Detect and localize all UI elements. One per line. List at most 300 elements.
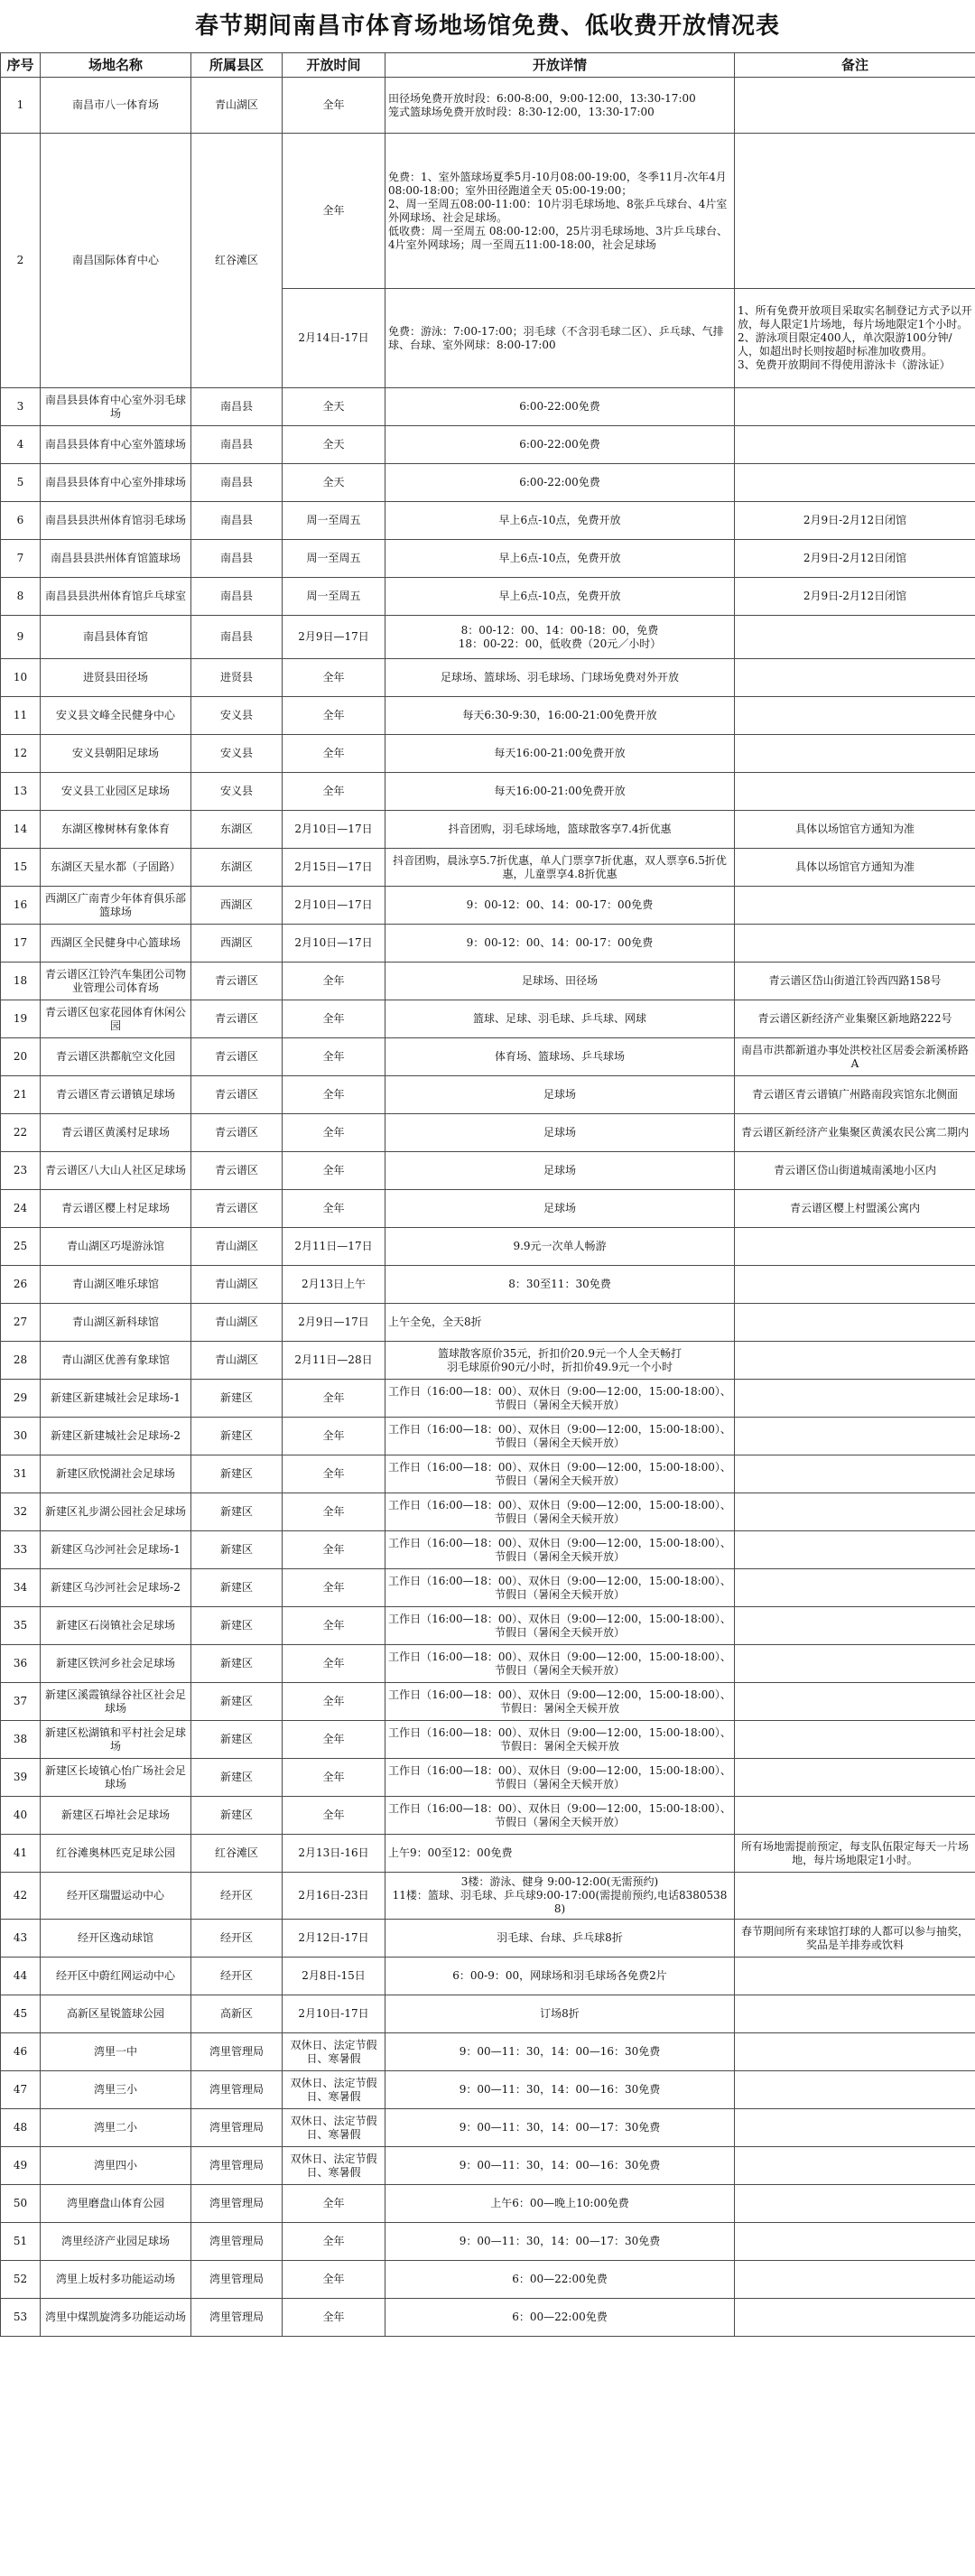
- table-row: [1, 1531, 975, 1569]
- cell-details: 6：00—22:00免费: [385, 2261, 735, 2299]
- table-row: [1, 388, 975, 426]
- table-row: [1, 1493, 975, 1531]
- cell-notes: [735, 616, 975, 659]
- cell-notes: [735, 1645, 975, 1683]
- cell-notes: [735, 2109, 975, 2147]
- cell-details: 6:00-22:00免费: [385, 388, 735, 426]
- page-title: 春节期间南昌市体育场地场馆免费、低收费开放情况表: [194, 13, 780, 40]
- cell-district: 南昌县: [191, 464, 283, 502]
- cell-district: 高新区: [191, 1995, 283, 2033]
- cell-index: 7: [1, 540, 41, 578]
- cell-venue: 进贤县田径场: [41, 659, 191, 697]
- cell-district: 安义县: [191, 773, 283, 811]
- table-row: [1, 735, 975, 773]
- cell-venue: 青云谱区八大山人社区足球场: [41, 1152, 191, 1190]
- cell-venue: 南昌县县洪州体育馆乒乓球室: [41, 578, 191, 616]
- cell-hours: 全年: [283, 1493, 385, 1531]
- cell-details: 每天16:00-21:00免费开放: [385, 773, 735, 811]
- table-row: [1, 1304, 975, 1342]
- cell-notes: 青云谱区新经济产业集聚区黄溪农民公寓二期内: [735, 1114, 975, 1152]
- cell-district: 新建区: [191, 1531, 283, 1569]
- cell-details: 8：30至11：30免费: [385, 1266, 735, 1304]
- table-row: [1, 1114, 975, 1152]
- cell-district: 经开区: [191, 1873, 283, 1920]
- cell-hours: 双休日、法定节假日、寒暑假: [283, 2147, 385, 2185]
- cell-district: 青山湖区: [191, 78, 283, 134]
- cell-details: 早上6点-10点，免费开放: [385, 578, 735, 616]
- cell-venue: 新建区铁河乡社会足球场: [41, 1645, 191, 1683]
- table-row: [1, 1190, 975, 1228]
- cell-venue: 新建区新建城社会足球场-2: [41, 1418, 191, 1455]
- cell-hours: 2月15日—17日: [283, 849, 385, 887]
- cell-venue: 新建区礼步湖公园社会足球场: [41, 1493, 191, 1531]
- cell-district: 新建区: [191, 1645, 283, 1683]
- cell-venue: 青山湖区优善有象球馆: [41, 1342, 191, 1380]
- table-row: [1, 1152, 975, 1190]
- cell-notes: 具体以场馆官方通知为准: [735, 849, 975, 887]
- cell-notes: 2月9日-2月12日闭馆: [735, 578, 975, 616]
- cell-hours: 全年: [283, 78, 385, 134]
- table-row: [1, 426, 975, 464]
- cell-venue: 红谷滩奥林匹克足球公园: [41, 1835, 191, 1873]
- table-row: [1, 1721, 975, 1759]
- cell-hours: 2月10日—17日: [283, 811, 385, 849]
- header-details: 开放详情: [385, 53, 735, 78]
- cell-index: 36: [1, 1645, 41, 1683]
- cell-details: 免费：1、室外篮球场夏季5月-10月08:00-19:00，冬季11月-次年4月 08:00-18:00；室外田径跑道全天 05:00-19:00； 2、周一至周五08:00-11:00：10片羽毛球场地、8张乒乓球台、4片室外网球场、社会足球场。 低收费：周一至周五 08:00-12:00，25片羽毛球场地、3片乒乓球台、4片室外网球场；周一至周五11:00-18:00，社会足球场: [385, 134, 735, 289]
- table-row: [1, 1455, 975, 1493]
- table-row: [1, 849, 975, 887]
- cell-details: 9：00—11：30，14：00—16：30免费: [385, 2147, 735, 2185]
- cell-index: 44: [1, 1958, 41, 1995]
- table-row: [1, 1958, 975, 1995]
- cell-venue: 新建区欣悦湖社会足球场: [41, 1455, 191, 1493]
- cell-details: 田径场免费开放时段：6:00-8:00，9:00-12:00，13:30-17:00 笼式篮球场免费开放时段：8:30-12:00，13:30-17:00: [385, 78, 735, 134]
- cell-venue: 安义县工业园区足球场: [41, 773, 191, 811]
- cell-details: 3楼：游泳、健身 9:00-12:00(无需预约) 11楼：篮球、羽毛球、乒乓球9:00-17:00(需提前预约,电话83805388): [385, 1873, 735, 1920]
- cell-notes: [735, 1455, 975, 1493]
- cell-hours: 全年: [283, 1038, 385, 1076]
- cell-hours: 全年: [283, 1721, 385, 1759]
- cell-details: 9.9元一次单人畅游: [385, 1228, 735, 1266]
- cell-district: 新建区: [191, 1418, 283, 1455]
- table-row: [1, 1607, 975, 1645]
- cell-index: 27: [1, 1304, 41, 1342]
- cell-index: 10: [1, 659, 41, 697]
- cell-notes: 2月9日-2月12日闭馆: [735, 502, 975, 540]
- cell-details: 足球场、篮球场、羽毛球场、门球场免费对外开放: [385, 659, 735, 697]
- table-row: [1, 1645, 975, 1683]
- cell-index: 43: [1, 1920, 41, 1958]
- cell-index: 5: [1, 464, 41, 502]
- header-hours: 开放时间: [283, 53, 385, 78]
- cell-notes: [735, 1683, 975, 1721]
- cell-hours: 2月11日—17日: [283, 1228, 385, 1266]
- cell-index: 31: [1, 1455, 41, 1493]
- cell-hours: 全年: [283, 1569, 385, 1607]
- cell-district: 湾里管理局: [191, 2223, 283, 2261]
- cell-details: 每天6:30-9:30，16:00-21:00免费开放: [385, 697, 735, 735]
- cell-venue: 安义县朝阳足球场: [41, 735, 191, 773]
- cell-district: 经开区: [191, 1920, 283, 1958]
- cell-venue: 湾里四小: [41, 2147, 191, 2185]
- cell-index: 21: [1, 1076, 41, 1114]
- cell-district: 青山湖区: [191, 1266, 283, 1304]
- cell-hours: 全年: [283, 1645, 385, 1683]
- cell-hours: 双休日、法定节假日、寒暑假: [283, 2033, 385, 2071]
- cell-hours: 全年: [283, 1000, 385, 1038]
- cell-district: 东湖区: [191, 849, 283, 887]
- cell-district: 西湖区: [191, 887, 283, 925]
- cell-notes: 1、所有免费开放项目采取实名制登记方式予以开放，每人限定1片场地，每片场地限定1个小时。 2、游泳项目限定400人，单次限游100分钟/人，如超出时长则按超时标准加收费用。 3、免费开放期间不得使用游泳卡（游泳证）: [735, 289, 975, 388]
- table-row: [1, 1920, 975, 1958]
- cell-district: 青山湖区: [191, 1228, 283, 1266]
- cell-hours: 双休日、法定节假日、寒暑假: [283, 2109, 385, 2147]
- cell-venue: 西湖区全民健身中心篮球场: [41, 925, 191, 963]
- cell-index: 4: [1, 426, 41, 464]
- cell-index: 20: [1, 1038, 41, 1076]
- cell-notes: [735, 1958, 975, 1995]
- cell-index: 41: [1, 1835, 41, 1873]
- cell-district: 湾里管理局: [191, 2261, 283, 2299]
- cell-hours: 全年: [283, 1114, 385, 1152]
- cell-district: 青云谱区: [191, 1152, 283, 1190]
- cell-venue: 青云谱区青云谱镇足球场: [41, 1076, 191, 1114]
- cell-hours: 全年: [283, 2185, 385, 2223]
- cell-details: 足球场: [385, 1152, 735, 1190]
- cell-index: 49: [1, 2147, 41, 2185]
- cell-notes: [735, 925, 975, 963]
- cell-index: 22: [1, 1114, 41, 1152]
- table-row: [1, 1873, 975, 1920]
- cell-notes: [735, 1418, 975, 1455]
- cell-index: 6: [1, 502, 41, 540]
- cell-details: 工作日（16:00—18：00）、双休日（9:00—12:00，15:00-18:00）、节假日：暑闲全天候开放: [385, 1683, 735, 1721]
- cell-details: 足球场: [385, 1114, 735, 1152]
- cell-notes: [735, 1569, 975, 1607]
- cell-notes: [735, 1873, 975, 1920]
- cell-details: 篮球散客原价35元，折扣价20.9元一个人全天畅打 羽毛球原价90元/小时，折扣价49.9元一个小时: [385, 1342, 735, 1380]
- cell-district: 新建区: [191, 1721, 283, 1759]
- cell-district: 南昌县: [191, 388, 283, 426]
- cell-district: 新建区: [191, 1380, 283, 1418]
- cell-notes: 青云谱区青云谱镇广州路南段宾馆东北侧面: [735, 1076, 975, 1114]
- cell-details: 工作日（16:00—18：00）、双休日（9:00—12:00，15:00-18:00）、节假日（暑闲全天候开放）: [385, 1759, 735, 1797]
- cell-details: 早上6点-10点，免费开放: [385, 540, 735, 578]
- table-row: [1, 811, 975, 849]
- cell-details: 9：00—11：30，14：00—17：30免费: [385, 2109, 735, 2147]
- table-row: [1, 78, 975, 134]
- table-row: [1, 2223, 975, 2261]
- cell-index: 51: [1, 2223, 41, 2261]
- cell-venue: 东湖区橡树林有象体育: [41, 811, 191, 849]
- cell-index: 24: [1, 1190, 41, 1228]
- cell-notes: [735, 735, 975, 773]
- cell-venue: 新建区石岗镇社会足球场: [41, 1607, 191, 1645]
- cell-notes: 具体以场馆官方通知为准: [735, 811, 975, 849]
- cell-index: 2: [1, 134, 41, 388]
- cell-notes: 南昌市洪都新道办事处洪校社区居委会新溪桥路A: [735, 1038, 975, 1076]
- cell-details: 抖音团购，晨泳享5.7折优惠，单人门票享7折优惠，双人票享6.5折优惠，儿童票享4.8折优惠: [385, 849, 735, 887]
- cell-index: 16: [1, 887, 41, 925]
- cell-index: 35: [1, 1607, 41, 1645]
- cell-hours: 全年: [283, 1190, 385, 1228]
- cell-details: 足球场、田径场: [385, 963, 735, 1000]
- cell-details: 上午全免，全天8折: [385, 1304, 735, 1342]
- cell-notes: [735, 1228, 975, 1266]
- cell-hours: 2月10日—17日: [283, 887, 385, 925]
- cell-venue: 青山湖区巧堤游泳馆: [41, 1228, 191, 1266]
- cell-venue: 经开区瑞盟运动中心: [41, 1873, 191, 1920]
- table-row: [1, 1683, 975, 1721]
- cell-index: 32: [1, 1493, 41, 1531]
- cell-district: 青山湖区: [191, 1304, 283, 1342]
- cell-notes: [735, 887, 975, 925]
- table-row: [1, 616, 975, 659]
- cell-index: 13: [1, 773, 41, 811]
- cell-hours: 周一至周五: [283, 502, 385, 540]
- cell-index: 50: [1, 2185, 41, 2223]
- table-row: [1, 540, 975, 578]
- cell-notes: [735, 2033, 975, 2071]
- cell-district: 西湖区: [191, 925, 283, 963]
- cell-notes: [735, 2185, 975, 2223]
- table-row: [1, 464, 975, 502]
- cell-district: 新建区: [191, 1759, 283, 1797]
- cell-index: 3: [1, 388, 41, 426]
- cell-hours: 全年: [283, 1759, 385, 1797]
- cell-hours: 周一至周五: [283, 578, 385, 616]
- header-venue: 场地名称: [41, 53, 191, 78]
- cell-venue: 湾里上坂村多功能运动场: [41, 2261, 191, 2299]
- cell-venue: 南昌县县洪州体育馆篮球场: [41, 540, 191, 578]
- cell-notes: [735, 78, 975, 134]
- cell-venue: 高新区星锐篮球公园: [41, 1995, 191, 2033]
- cell-notes: [735, 2071, 975, 2109]
- cell-hours: 2月12日-17日: [283, 1920, 385, 1958]
- cell-details: 工作日（16:00—18：00）、双休日（9:00—12:00，15:00-18:00）、节假日（暑闲全天候开放）: [385, 1418, 735, 1455]
- table-row: [1, 2071, 975, 2109]
- cell-venue: 青云谱区樱上村足球场: [41, 1190, 191, 1228]
- table-row: [1, 1569, 975, 1607]
- cell-index: 40: [1, 1797, 41, 1835]
- cell-venue: 经开区逸动球馆: [41, 1920, 191, 1958]
- cell-index: 42: [1, 1873, 41, 1920]
- cell-index: 19: [1, 1000, 41, 1038]
- cell-venue: 青山湖区新科球馆: [41, 1304, 191, 1342]
- cell-venue: 南昌县县体育中心室外羽毛球场: [41, 388, 191, 426]
- cell-hours: 双休日、法定节假日、寒暑假: [283, 2071, 385, 2109]
- table-row: [1, 1797, 975, 1835]
- cell-details: 9：00—11：30，14：00—16：30免费: [385, 2033, 735, 2071]
- table-body: [1, 78, 975, 2337]
- cell-district: 南昌县: [191, 616, 283, 659]
- cell-hours: 2月10日-17日: [283, 1995, 385, 2033]
- cell-notes: 春节期间所有来球馆打球的人都可以参与抽奖，奖品是羊排券或饮料: [735, 1920, 975, 1958]
- cell-index: 25: [1, 1228, 41, 1266]
- cell-district: 红谷滩区: [191, 134, 283, 388]
- table-row: [1, 1228, 975, 1266]
- cell-index: 15: [1, 849, 41, 887]
- cell-venue: 新建区乌沙河社会足球场-2: [41, 1569, 191, 1607]
- cell-details: 6:00-22:00免费: [385, 464, 735, 502]
- cell-index: 23: [1, 1152, 41, 1190]
- cell-details: 工作日（16:00—18：00）、双休日（9:00—12:00，15:00-18:00）、节假日（暑闲全天候开放）: [385, 1607, 735, 1645]
- cell-notes: 2月9日-2月12日闭馆: [735, 540, 975, 578]
- cell-hours: 全年: [283, 1683, 385, 1721]
- cell-details: 上午6：00—晚上10:00免费: [385, 2185, 735, 2223]
- cell-hours: 2月14日-17日: [283, 289, 385, 388]
- cell-details: 6：00-9：00，网球场和羽毛球场各免费2片: [385, 1958, 735, 1995]
- cell-notes: [735, 2223, 975, 2261]
- cell-district: 经开区: [191, 1958, 283, 1995]
- cell-index: 52: [1, 2261, 41, 2299]
- cell-hours: 2月11日—28日: [283, 1342, 385, 1380]
- cell-index: 53: [1, 2299, 41, 2337]
- cell-index: 12: [1, 735, 41, 773]
- cell-index: 48: [1, 2109, 41, 2147]
- cell-details: 抖音团购，羽毛球场地，篮球散客享7.4折优惠: [385, 811, 735, 849]
- cell-notes: [735, 1995, 975, 2033]
- cell-index: 45: [1, 1995, 41, 2033]
- cell-district: 南昌县: [191, 426, 283, 464]
- cell-district: 青山湖区: [191, 1342, 283, 1380]
- table-row: [1, 1835, 975, 1873]
- cell-notes: 所有场地需提前预定，每支队伍限定每天一片场地，每片场地限定1小时。: [735, 1835, 975, 1873]
- cell-district: 青云谱区: [191, 1114, 283, 1152]
- cell-details: 体育场、篮球场、乒乓球场: [385, 1038, 735, 1076]
- cell-details: 工作日（16:00—18：00）、双休日（9:00—12:00，15:00-18:00）、节假日（暑闲全天候开放）: [385, 1531, 735, 1569]
- cell-venue: 南昌县县洪州体育馆羽毛球场: [41, 502, 191, 540]
- header-row: [1, 53, 975, 78]
- table-row: [1, 578, 975, 616]
- cell-hours: 全年: [283, 697, 385, 735]
- table-row: [1, 659, 975, 697]
- cell-notes: [735, 1531, 975, 1569]
- cell-district: 东湖区: [191, 811, 283, 849]
- cell-hours: 周一至周五: [283, 540, 385, 578]
- cell-district: 湾里管理局: [191, 2109, 283, 2147]
- cell-hours: 全年: [283, 1607, 385, 1645]
- table-row: [1, 773, 975, 811]
- cell-hours: 2月9日—17日: [283, 1304, 385, 1342]
- cell-district: 湾里管理局: [191, 2071, 283, 2109]
- cell-details: 羽毛球、台球、乒乓球8折: [385, 1920, 735, 1958]
- cell-district: 青云谱区: [191, 1000, 283, 1038]
- cell-details: 足球场: [385, 1076, 735, 1114]
- table-row: [1, 1995, 975, 2033]
- cell-index: 33: [1, 1531, 41, 1569]
- cell-notes: [735, 134, 975, 289]
- cell-index: 38: [1, 1721, 41, 1759]
- table-row: [1, 1418, 975, 1455]
- cell-index: 47: [1, 2071, 41, 2109]
- table-row: [1, 2185, 975, 2223]
- table-row: [1, 1266, 975, 1304]
- cell-index: 28: [1, 1342, 41, 1380]
- table-row: [1, 2299, 975, 2337]
- cell-index: 26: [1, 1266, 41, 1304]
- cell-district: 南昌县: [191, 502, 283, 540]
- cell-details: 6：00—22:00免费: [385, 2299, 735, 2337]
- cell-venue: 青云谱区洪都航空文化园: [41, 1038, 191, 1076]
- cell-notes: [735, 2299, 975, 2337]
- table-row: [1, 697, 975, 735]
- cell-details: 9：00—11：30，14：00—16：30免费: [385, 2071, 735, 2109]
- table-row: [1, 2033, 975, 2071]
- cell-venue: 青云谱区黄溪村足球场: [41, 1114, 191, 1152]
- cell-district: 新建区: [191, 1607, 283, 1645]
- cell-details: 工作日（16:00—18：00）、双休日（9:00—12:00，15:00-18:00）、节假日（暑闲全天候开放）: [385, 1569, 735, 1607]
- cell-index: 34: [1, 1569, 41, 1607]
- header-district: 所属县区: [191, 53, 283, 78]
- cell-venue: 南昌县体育馆: [41, 616, 191, 659]
- cell-hours: 全年: [283, 659, 385, 697]
- cell-venue: 湾里三小: [41, 2071, 191, 2109]
- cell-venue: 南昌县县体育中心室外篮球场: [41, 426, 191, 464]
- cell-hours: 全年: [283, 134, 385, 289]
- cell-details: 工作日（16:00—18：00）、双休日（9:00—12:00，15:00-18:00）、节假日（暑闲全天候开放）: [385, 1455, 735, 1493]
- cell-district: 安义县: [191, 735, 283, 773]
- cell-notes: [735, 1342, 975, 1380]
- cell-venue: 新建区溪霞镇绿谷社区社会足球场: [41, 1683, 191, 1721]
- cell-index: 17: [1, 925, 41, 963]
- cell-hours: 全年: [283, 2261, 385, 2299]
- cell-hours: 全年: [283, 1076, 385, 1114]
- cell-district: 新建区: [191, 1683, 283, 1721]
- venue-table: [0, 52, 975, 2337]
- cell-index: 29: [1, 1380, 41, 1418]
- cell-venue: 经开区中蔚红网运动中心: [41, 1958, 191, 1995]
- cell-notes: [735, 464, 975, 502]
- table-row: [1, 1038, 975, 1076]
- cell-venue: 南昌县县体育中心室外排球场: [41, 464, 191, 502]
- cell-index: 37: [1, 1683, 41, 1721]
- cell-district: 新建区: [191, 1797, 283, 1835]
- cell-notes: 青云谱区岱山街道城南溪地小区内: [735, 1152, 975, 1190]
- cell-hours: 全天: [283, 426, 385, 464]
- table-row: [1, 502, 975, 540]
- table-row: [1, 134, 975, 289]
- cell-hours: 全年: [283, 773, 385, 811]
- cell-hours: 2月13日上午: [283, 1266, 385, 1304]
- cell-details: 8：00-12：00、14：00-18：00，免费 18：00-22：00，低收费（20元／小时）: [385, 616, 735, 659]
- cell-venue: 南昌市八一体育场: [41, 78, 191, 134]
- cell-index: 8: [1, 578, 41, 616]
- cell-index: 39: [1, 1759, 41, 1797]
- table-row: [1, 925, 975, 963]
- cell-notes: [735, 1266, 975, 1304]
- cell-hours: 2月9日—17日: [283, 616, 385, 659]
- cell-district: 青云谱区: [191, 1076, 283, 1114]
- cell-venue: 新建区松湖镇和平村社会足球场: [41, 1721, 191, 1759]
- cell-venue: 南昌国际体育中心: [41, 134, 191, 388]
- cell-venue: 湾里一中: [41, 2033, 191, 2071]
- cell-notes: [735, 1797, 975, 1835]
- cell-venue: 新建区新建城社会足球场-1: [41, 1380, 191, 1418]
- cell-venue: 青山湖区唯乐球馆: [41, 1266, 191, 1304]
- cell-venue: 西湖区广南青少年体育俱乐部篮球场: [41, 887, 191, 925]
- cell-notes: [735, 1380, 975, 1418]
- cell-district: 青云谱区: [191, 963, 283, 1000]
- cell-venue: 湾里经济产业园足球场: [41, 2223, 191, 2261]
- cell-index: 14: [1, 811, 41, 849]
- cell-venue: 湾里中煤凯旋湾多功能运动场: [41, 2299, 191, 2337]
- cell-details: 工作日（16:00—18：00）、双休日（9:00—12:00，15:00-18:00）、节假日（暑闲全天候开放）: [385, 1797, 735, 1835]
- cell-index: 9: [1, 616, 41, 659]
- cell-notes: [735, 1721, 975, 1759]
- table-row: [1, 2147, 975, 2185]
